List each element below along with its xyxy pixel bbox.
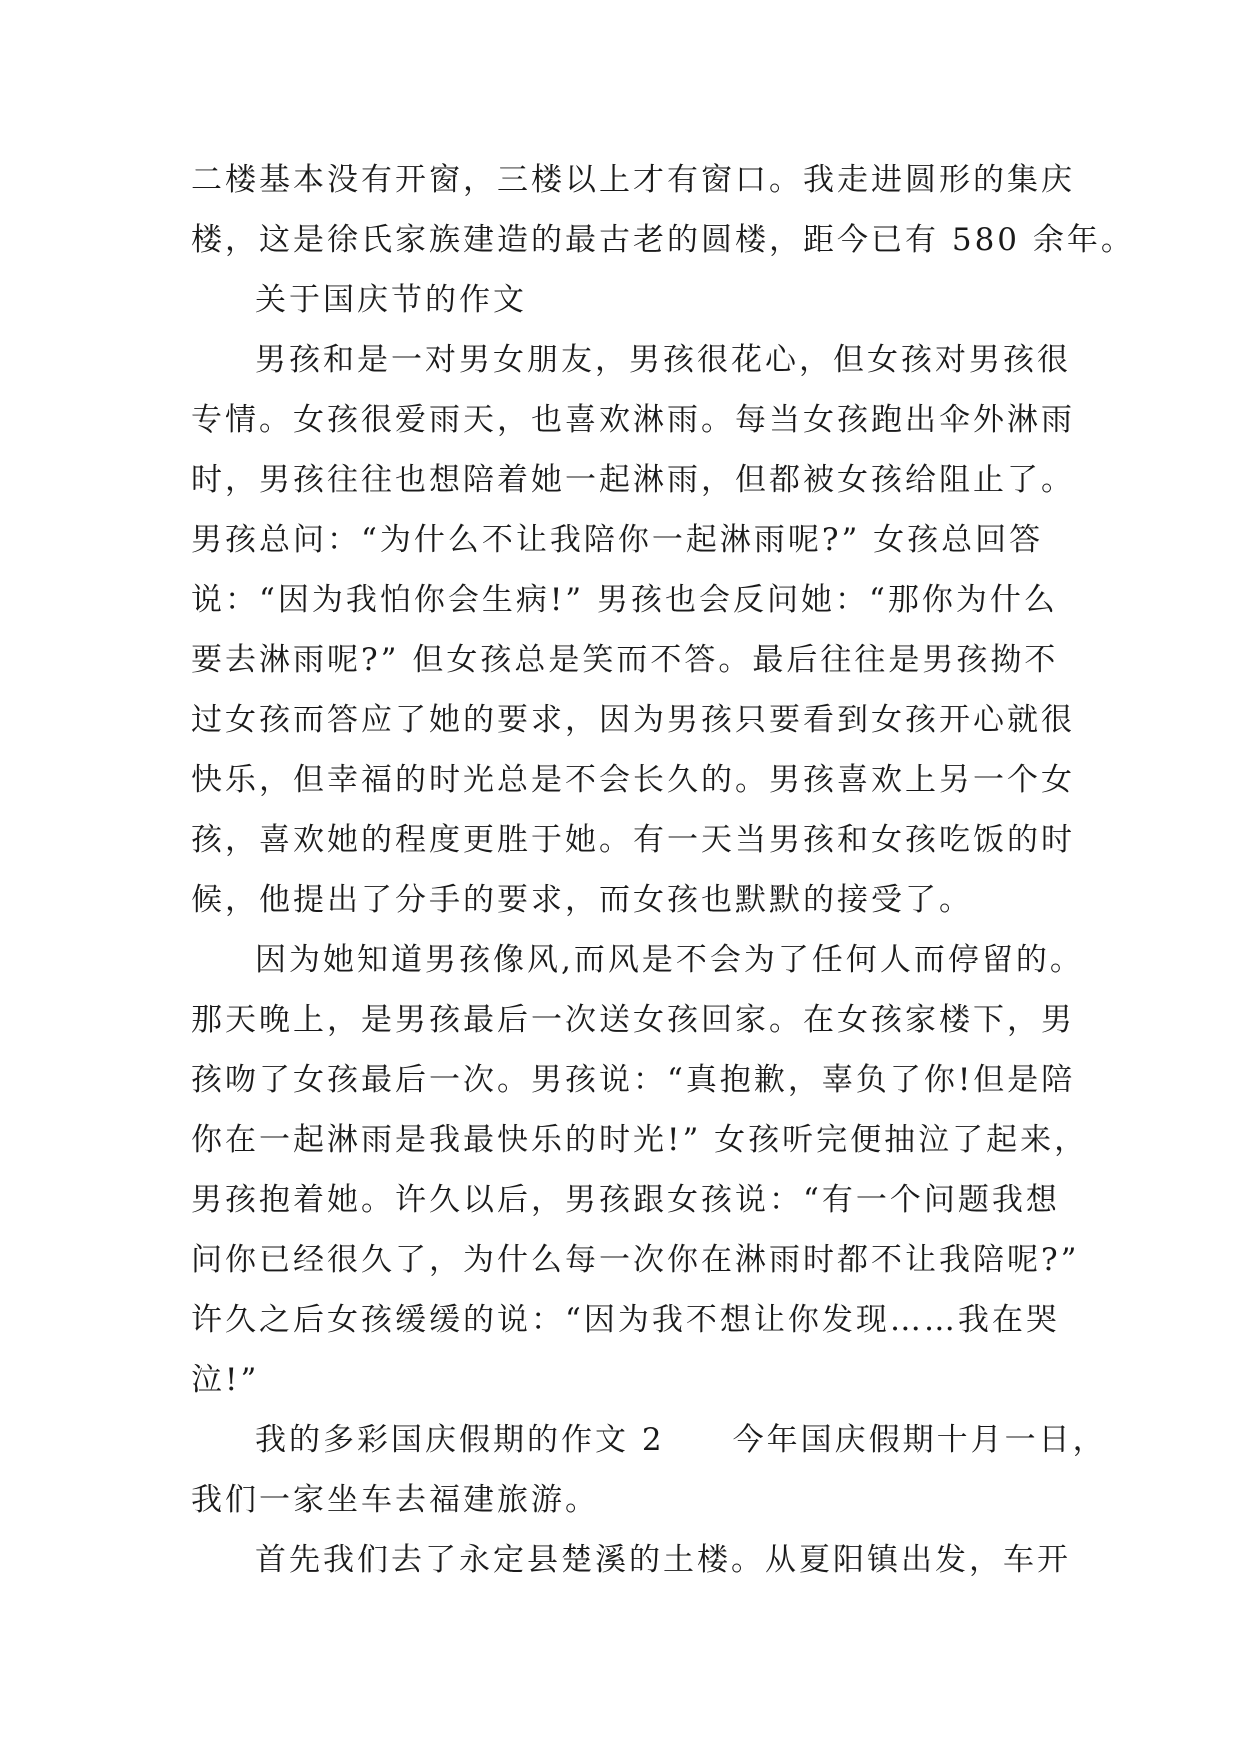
text-line: 过女孩而答应了她的要求，因为男孩只要看到女孩开心就很 [191, 702, 1075, 738]
text-line: 孩，喜欢她的程度更胜于她。有一天当男孩和女孩吃饭的时 [191, 822, 1075, 858]
text-line: 问你已经很久了，为什么每一次你在淋雨时都不让我陪呢?” [191, 1242, 1080, 1278]
document-body [191, 150, 1135, 1590]
text-line: 男孩和是一对男女朋友，男孩很花心，但女孩对男孩很 [255, 342, 1071, 378]
text-line: 专情。女孩很爱雨天，也喜欢淋雨。每当女孩跑出伞外淋雨 [191, 402, 1075, 438]
text-line: 我们一家坐车去福建旅游。 [191, 1482, 599, 1518]
text-line: 许久之后女孩缓缓的说：“因为我不想让你发现……我在哭 [191, 1302, 1060, 1338]
text-line: 要去淋雨呢?” 但女孩总是笑而不答。最后往往是男孩拗不 [191, 642, 1059, 678]
text-line: 说：“因为我怕你会生病!” 男孩也会反问她：“那你为什么 [191, 582, 1058, 618]
text-line: 那天晚上，是男孩最后一次送女孩回家。在女孩家楼下，男 [191, 1002, 1075, 1038]
text-line: 候，他提出了分手的要求，而女孩也默默的接受了。 [191, 882, 973, 918]
text-line: 因为她知道男孩像风,而风是不会为了任何人而停留的。 [255, 942, 1084, 978]
text-line: 泣!” [191, 1362, 260, 1398]
text-line: 快乐，但幸福的时光总是不会长久的。男孩喜欢上另一个女 [191, 762, 1075, 798]
text-line: 男孩抱着她。许久以后，男孩跟女孩说：“有一个问题我想 [191, 1182, 1060, 1218]
text-line: 楼，这是徐氏家族建造的最古老的圆楼，距今已有 580 余年。 [191, 222, 1135, 258]
text-line: 你在一起淋雨是我最快乐的时光!” 女孩听完便抽泣了起来， [191, 1122, 1089, 1158]
text-line: 男孩总问：“为什么不让我陪你一起淋雨呢?” 女孩总回答 [191, 522, 1044, 558]
section-heading: 我的多彩国庆假期的作文 2 今年国庆假期十月一日， [255, 1422, 1107, 1458]
text-line: 孩吻了女孩最后一次。男孩说：“真抱歉，辜负了你!但是陪 [191, 1062, 1076, 1098]
text-line: 二楼基本没有开窗，三楼以上才有窗口。我走进圆形的集庆 [191, 162, 1075, 198]
text-line: 首先我们去了永定县楚溪的土楼。从夏阳镇出发，车开 [255, 1542, 1071, 1578]
text-line: 时，男孩往往也想陪着她一起淋雨，但都被女孩给阻止了。 [191, 462, 1075, 498]
section-heading: 关于国庆节的作文 [255, 282, 527, 318]
